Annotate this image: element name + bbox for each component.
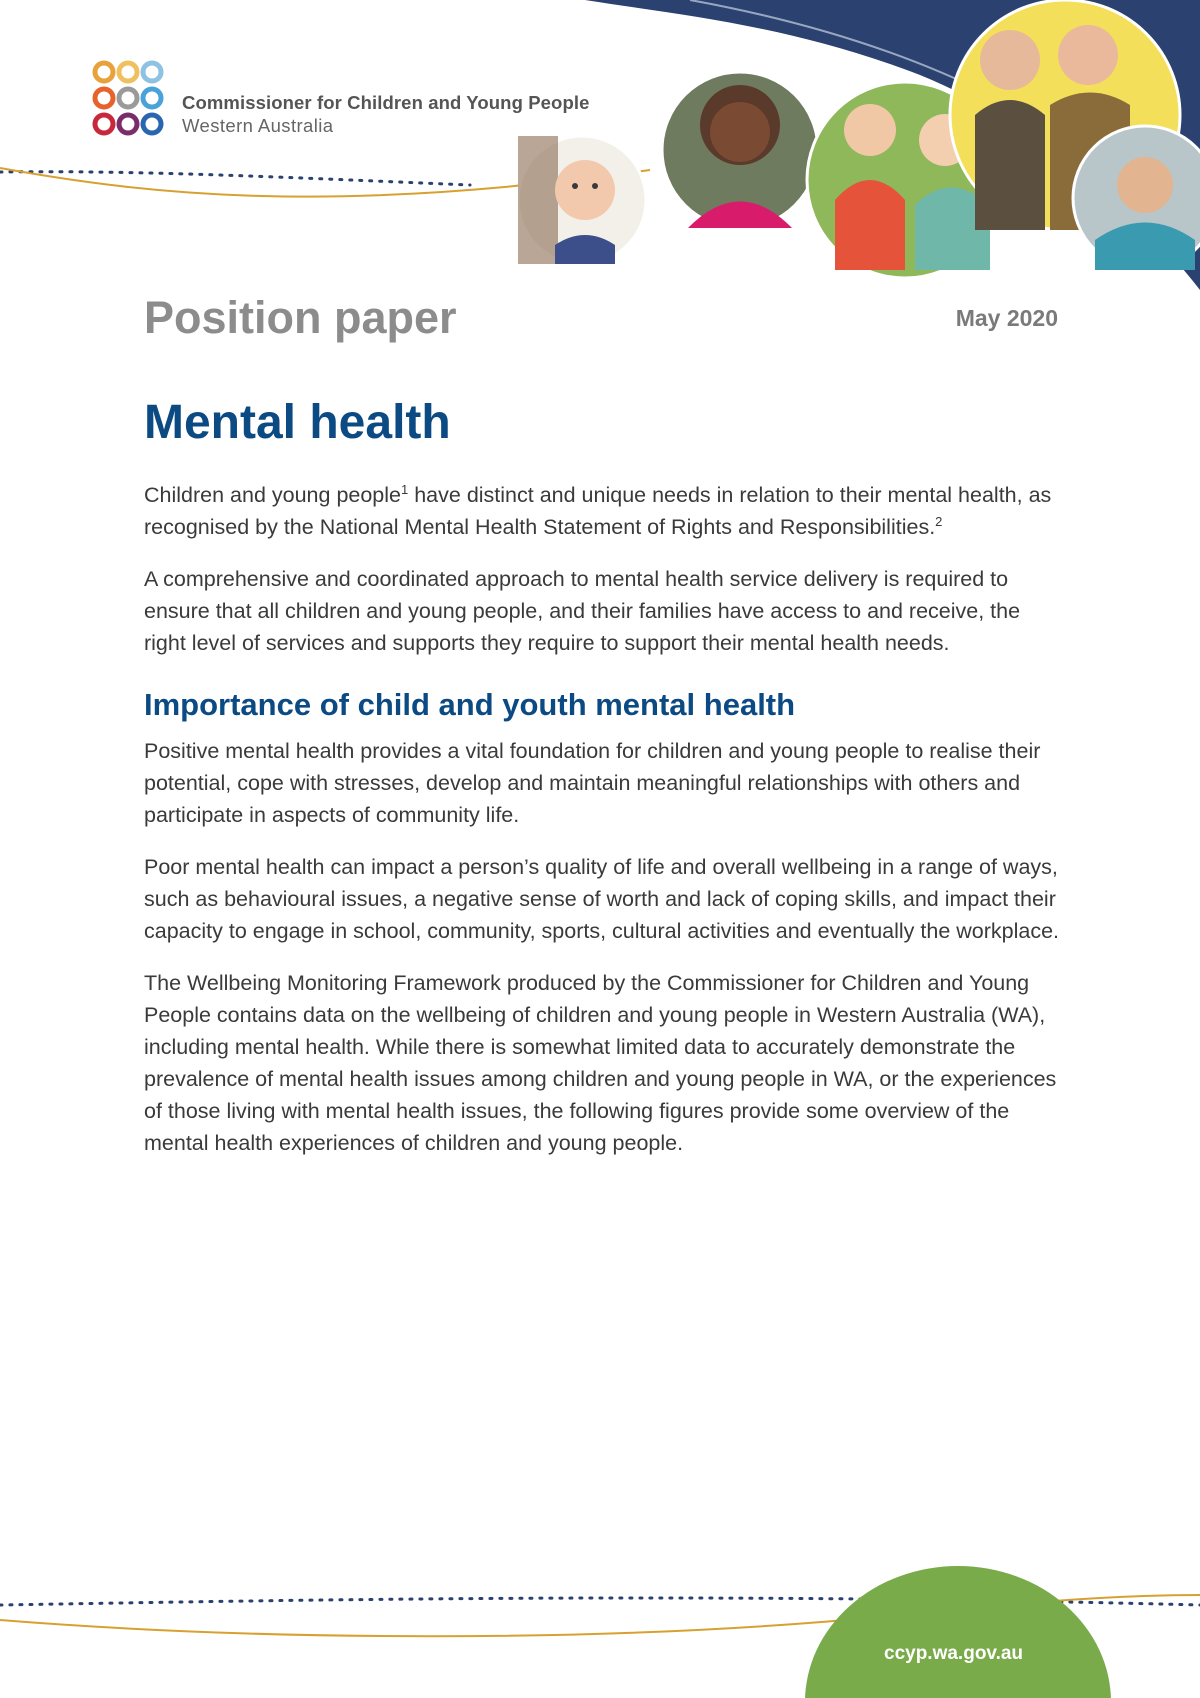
header-banner (0, 0, 1200, 300)
intro-paragraph-2: A comprehensive and coordinated approach to mental health service delivery is required to ensure that all children and young people, and their families have access to and receive, the right level of services and supports they require to support their mental health needs. (144, 567, 1021, 655)
page-title: Mental health (144, 396, 451, 449)
footnote-ref-1[interactable]: 1 (401, 481, 409, 497)
section-paragraph-3: The Wellbeing Monitoring Framework produced by the Commissioner for Children and Young People contains data on the wellbeing of children and young people in Western Australia (WA), including mental health. While there is somewhat limited data to accurately demonstrate the prevalence of mental health issues among children and young people in WA, or the experiences of those living with mental health issues, the following figures provide some overview of the mental health experiences of children and young people. (144, 971, 1057, 1155)
intro-paragraph-1: Children and young people$^1$ have distinct and unique needs in relation to their mental health, as recognised by the National Mental Health Statement of Rights and Responsibilities.$^2$ (144, 481, 1052, 539)
org-subtitle: Western Australia (182, 115, 334, 136)
logo-icon (92, 60, 172, 136)
org-name: Commissioner for Children and Young People (182, 92, 590, 113)
footnote-ref-2[interactable]: 2 (935, 513, 943, 529)
document-type: Position paper (144, 292, 457, 343)
dotted-line (0, 172, 470, 185)
document-date: May 2020 (955, 305, 1058, 331)
section-heading: Importance of child and youth mental health (144, 687, 796, 722)
photo-girl (662, 72, 818, 228)
section-paragraph-2: Poor mental health can impact a person’s quality of life and overall wellbeing in a range of ways, such as behavioural issues, a negative sense of worth and lack of coping skills, and impact their capacity to engage in school, community, sports, cultural activities and eventually the workplace. (144, 855, 1060, 943)
footer-green-shape (805, 1566, 1111, 1698)
photo-boy (1073, 126, 1200, 270)
section-paragraph-1: Positive mental health provides a vital foundation for children and young people to realise their potential, cope with stresses, develop and maintain meaningful relationships with others and participate in aspects of community life. (144, 739, 1041, 827)
footer-banner (0, 1560, 1200, 1698)
main-content (144, 395, 1064, 1179)
photo-baby (518, 136, 646, 264)
footer-url-link[interactable]: ccyp.wa.gov.au (884, 1643, 1024, 1664)
